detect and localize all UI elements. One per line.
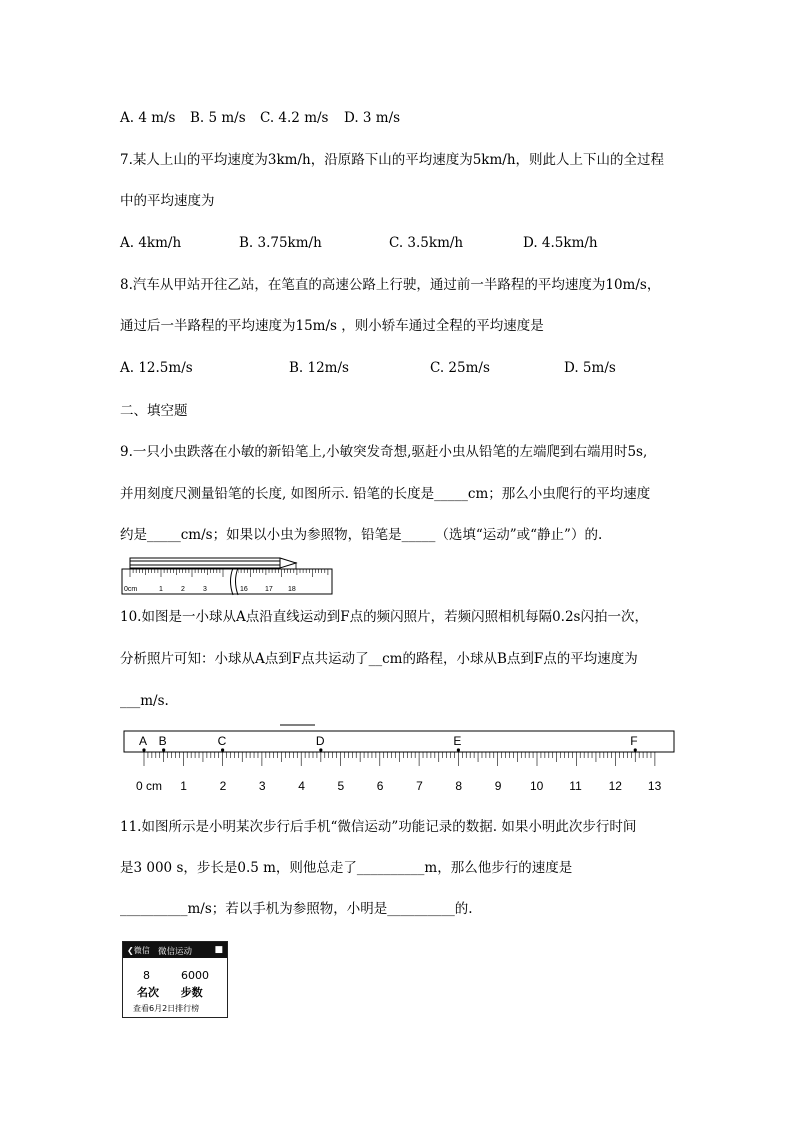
wechat-header [123,942,227,958]
ball-position-A [142,748,145,751]
scale-label: 4 [298,779,305,793]
scale-label: 7 [416,779,423,793]
rank-label: 名次 [137,986,159,999]
scale-label: 8 [455,779,463,793]
q11-text-line3: __________m/s；若以手机为参照物，小明是__________的. [120,901,473,917]
rank-value: 8 [143,969,150,982]
point-label-B: B [158,734,167,748]
pencil-body [130,558,280,568]
scale-label: 6 [376,779,384,793]
section-title: 二、填空题 [120,403,188,419]
steps-value: 6000 [181,969,209,982]
q9-text-line1: 9.一只小虫跌落在小敏的新铅笔上,小敏突发奇想,驱赶小虫从铅笔的左端爬到右端用时5s, [120,444,648,460]
q11-text-line1: 11.如图所示是小明某次步行后手机“微信运动”功能记录的数据. 如果小明此次步行时间 [120,819,637,835]
back-label: ❮微信 [127,945,150,955]
scale-label: 13 [647,779,662,793]
scale-label: 12 [608,779,622,793]
q6-option-a: A. 4 m/s [120,110,176,126]
q6-option-d: D. 3 m/s [344,110,401,126]
ruler-label: 1 [159,586,163,593]
pencil-tip [280,558,296,568]
ball-position-F [634,748,637,751]
ruler-body [122,569,332,594]
point-label-C: C [217,734,227,748]
q9-text-line3: 约是_____cm/s；如果以小虫为参照物，铅笔是_____（选填“运动”或“静止”）的. [120,527,603,543]
ruler-label: 3 [203,586,207,593]
point-label-F: F [630,734,638,748]
ruler-label: 17 [265,586,273,593]
q10-text-line3: ___m/s. [120,693,169,709]
q7-text-line2: 中的平均速度为 [120,193,215,209]
q7-option-c: C. 3.5km/h [389,235,464,251]
q7-option-a: A. 4km/h [120,235,182,251]
q8-text-line1: 8.汽车从甲站开往乙站，在笔直的高速公路上行驶，通过前一半路程的平均速度为10m/s， [120,277,661,293]
q8-option-d: D. 5m/s [564,360,616,376]
ball-position-C [221,748,224,751]
q8-option-a: A. 12.5m/s [120,360,193,376]
ball-position-D [319,748,322,751]
wechat-labels [137,984,203,1000]
scale-label: 0 cm [136,779,163,793]
pencil-ruler-figure [120,556,336,596]
q9-text-line2: 并用刻度尺测量铅笔的长度, 如图所示. 铅笔的长度是_____cm；那么小虫爬行的平均速度 [120,486,651,502]
scale-label: 1 [180,779,187,793]
q7-text-line1: 7.某人上山的平均速度为3km/h，沿原路下山的平均速度为5km/h，则此人上下山的全过程 [120,152,665,168]
scale-label: 2 [219,779,227,793]
wechat-sport-card [122,941,228,1018]
q7-option-b: B. 3.75km/h [239,235,322,251]
point-label-D: D [315,734,325,748]
q8-option-b: B. 12m/s [289,360,349,376]
q8-option-c: C. 25m/s [430,360,490,376]
strobe-scale-figure [120,720,680,796]
q6-option-b: B. 5 m/s [190,110,246,126]
ruler-label: 2 [181,586,185,593]
point-label-E: E [453,734,462,748]
steps-label: 步数 [180,986,203,999]
ball-position-E [457,748,460,751]
q8-text-line2: 通过后一半路程的平均速度为15m/s ，则小轿车通过全程的平均速度是 [120,318,544,334]
scale-label: 3 [258,779,266,793]
ranking-link: 查看6月2日排行榜 [133,1004,200,1013]
q6-option-c: C. 4.2 m/s [260,110,329,126]
q7-option-d: D. 4.5km/h [523,235,598,251]
ruler-label: 16 [240,586,248,593]
q11-text-line2: 是3 000 s，步长是0.5 m，则他总走了__________m，那么他步行的速度是 [120,860,573,876]
point-label-A: A [139,734,148,748]
photo-strip [124,731,674,752]
q10-text-line1: 10.如图是一小球从A点沿直线运动到F点的频闪照片，若频闪照相机每隔0.2s闪拍一次， [120,609,648,625]
ruler-label: 0cm [124,586,138,593]
scale-label: 10 [530,779,544,793]
scale-label: 5 [337,779,345,793]
ball-position-B [162,748,165,751]
q10-text-line2: 分析照片可知：小球从A点到F点共运动了__cm的路程，小球从B点到F点的平均速度为 [120,651,638,667]
wechat-numbers [143,969,209,982]
user-icon: ■ [214,945,223,955]
scale-label: 9 [494,779,502,793]
wechat-title: 微信运动 [157,947,192,957]
ruler-label: 18 [288,586,296,593]
scale-label: 11 [569,779,582,793]
